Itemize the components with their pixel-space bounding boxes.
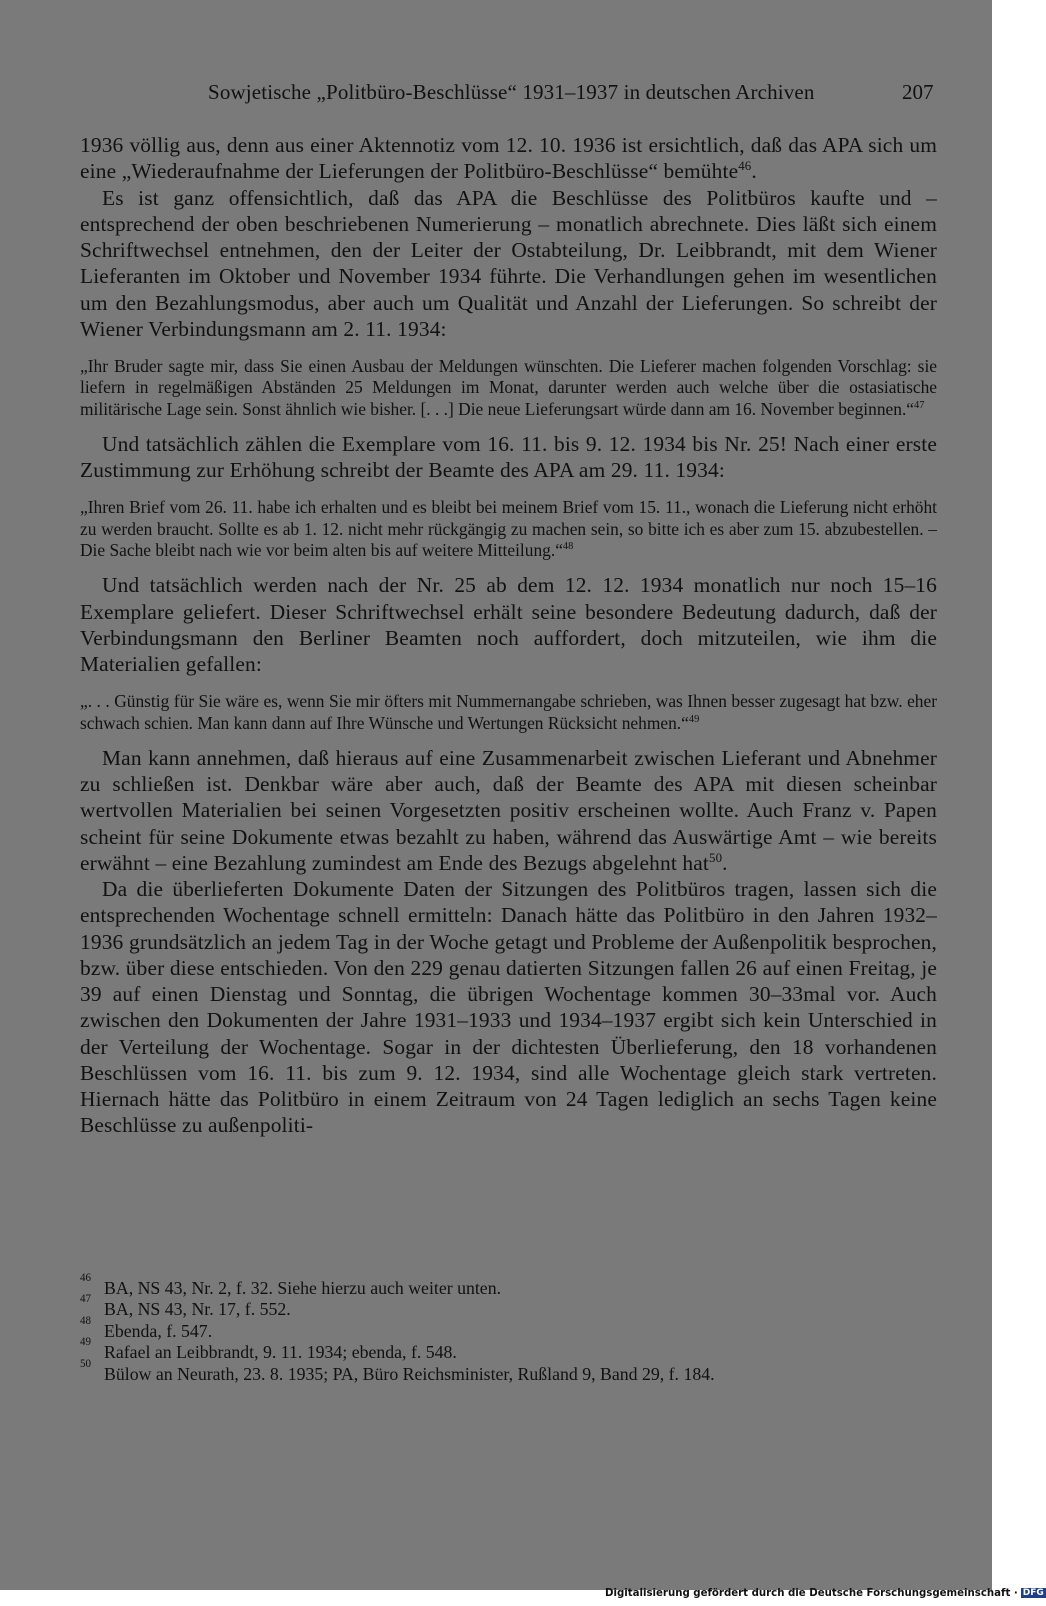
footnote-ref: 47: [914, 399, 925, 411]
footnote: 49 Rafael an Leibbrandt, 9. 11. 1934; ebenda, f. 548.: [80, 1336, 457, 1363]
dfg-logo-icon: DFG: [1022, 1588, 1044, 1598]
running-title: Sowjetische „Politbüro-Beschlüsse“ 1931–1937 in deutschen Archiven: [208, 80, 815, 104]
footnote: 47 BA, NS 43, Nr. 17, f. 552.: [80, 1293, 291, 1320]
footnotes: [80, 1272, 944, 1385]
footnote-ref: 48: [562, 541, 574, 553]
paragraph: Es ist ganz offensichtlich, daß das APA die Beschlüsse des Politbüros kaufte und – entsprechend der oben beschriebenen Numerierung – monatlich abrechnete. Dies läßt sich einem Schriftwechsel entnehmen, den der Leiter der Ostabteilung, Dr. Leibbrandt, mit dem Wiener Lieferanten im Oktober und November 1934 führte. Die Verhandlungen gehen im wesentlichen um den Bezahlungsmodus, aber auch um Qualität und Anzahl der Lieferungen. So schreibt der Wiener Verbindungsmann am 2. 11. 1934:: [80, 185, 937, 341]
block-quote: „. . . Günstig für Sie wäre es, wenn Sie mir öfters mit Nummernangabe schrieben, was Ihnen besser zugesagt hat bzw. eher schwach schien. Man kann dann auf Ihre Wünsche und Wertungen Rücksicht nehmen.“$^{49}$: [80, 691, 937, 733]
paragraph: Man kann annehmen, daß hieraus auf eine Zusammenarbeit zwischen Lieferant und Abnehmer zu schließen ist. Denkbar wäre aber auch, daß der Beamte des APA mit diesen scheinbar wertvollen Materialien bei seinen Vorgesetzten positiv erscheinen wollte. Auch Franz v. Papen scheint für seine Dokumente etwas bezahlt zu haben, während das Auswärtige Amt – wie bereits erwähnt – eine Bezahlung zumindest am Ende des Bezugs abgelehnt hat$^{50}$.: [80, 745, 937, 875]
paragraph: Und tatsächlich zählen die Exemplare vom 16. 11. bis 9. 12. 1934 bis Nr. 25! Nach einer erste Zustimmung zur Erhöhung schreibt der Beamte des APA am 29. 11. 1934:: [80, 431, 937, 483]
digitization-credit: Digitalisierung gefördert durch die Deutsche Forschungsgemeinschaft · DFG: [605, 1588, 1044, 1599]
footnote: 48 Ebenda, f. 547.: [80, 1314, 213, 1341]
paragraph: Da die überlieferten Dokumente Daten der Sitzungen des Politbüros tragen, lassen sich die entsprechenden Wochentage schnell ermitteln: Danach hätte das Politbüro in den Jahren 1932–1936 grundsätzlich an jedem Tag in der Woche getagt und Probleme der Außenpolitik besprochen, bzw. über diese entschieden. Von den 229 genau datierten Sitzungen fallen 26 auf einen Freitag, je 39 auf einen Dienstag und Sonntag, die übrigen Wochentage kommen 30–33mal vor. Auch zwischen den Dokumenten der Jahre 1931–1933 und 1934–1937 ergibt sich kein Unterschied in der Verteilung der Wochentage. Sogar in der dichtesten Überlieferung, den 18 vorhandenen Beschlüssen vom 16. 11. bis zum 9. 12. 1934, sind alle Wochentage gleich stark vertreten. Hiernach hätte das Politbüro in einem Zeitraum von 24 Tagen lediglich an sechs Tagen keine Beschlüsse zu außenpoliti-: [80, 877, 937, 1138]
running-header: [0, 80, 992, 110]
footnote: 46 BA, NS 43, Nr. 2, f. 32. Siehe hierzu auch weiter unten.: [80, 1272, 502, 1298]
footnote-ref: 49: [688, 713, 700, 725]
block-quote: „Ihren Brief vom 26. 11. habe ich erhalten und es bleibt bei meinem Brief vom 15. 11., wonach die Lieferung nicht erhöht zu werden braucht. Sollte es ab 1. 12. nicht mehr rückgängig zu machen sein, so bitte ich es aber zum 15. abzubestellen. – Die Sache bleibt nach wie vor beim alten bis auf weitere Mitteilung.“$^{48}$: [80, 497, 937, 560]
footnote-ref: 50: [709, 850, 723, 865]
footnote: 50 Bülow an Neurath, 23. 8. 1935; PA, Büro Reichsminister, Rußland 9, Band 29, f. 184.: [80, 1357, 715, 1384]
body-text: [80, 132, 937, 1139]
block-quote: „Ihr Bruder sagte mir, dass Sie einen Ausbau der Meldungen wünschten. Die Lieferer machen folgenden Vorschlag: sie liefern in regelmäßigen Abständen 25 Meldungen im Monat, darunter werden auch welche über die ostasiatische militärische Lage sein. Sonst ähnlich wie bisher. [. . .] Die neue Lieferungsart würde dann am 16. November beginnen.“$^{47}$: [80, 356, 937, 419]
footnote-ref: 46: [738, 159, 752, 174]
paragraph: 1936 völlig aus, denn aus einer Aktennotiz vom 12. 10. 1936 ist ersichtlich, daß das APA sich um eine „Wiederaufnahme der Lieferungen der Politbüro-Beschlüsse“ bemühte$^{46}$.: [80, 133, 937, 184]
page-number: 207: [902, 80, 934, 104]
paragraph: Und tatsächlich werden nach der Nr. 25 ab dem 12. 12. 1934 monatlich nur noch 15–16 Exemplare geliefert. Dieser Schriftwechsel erhält seine besondere Bedeutung dadurch, daß der Verbindungsmann den Berliner Beamten noch auffordert, doch mitzuteilen, wie ihm die Materialien gefallen:: [80, 573, 937, 677]
